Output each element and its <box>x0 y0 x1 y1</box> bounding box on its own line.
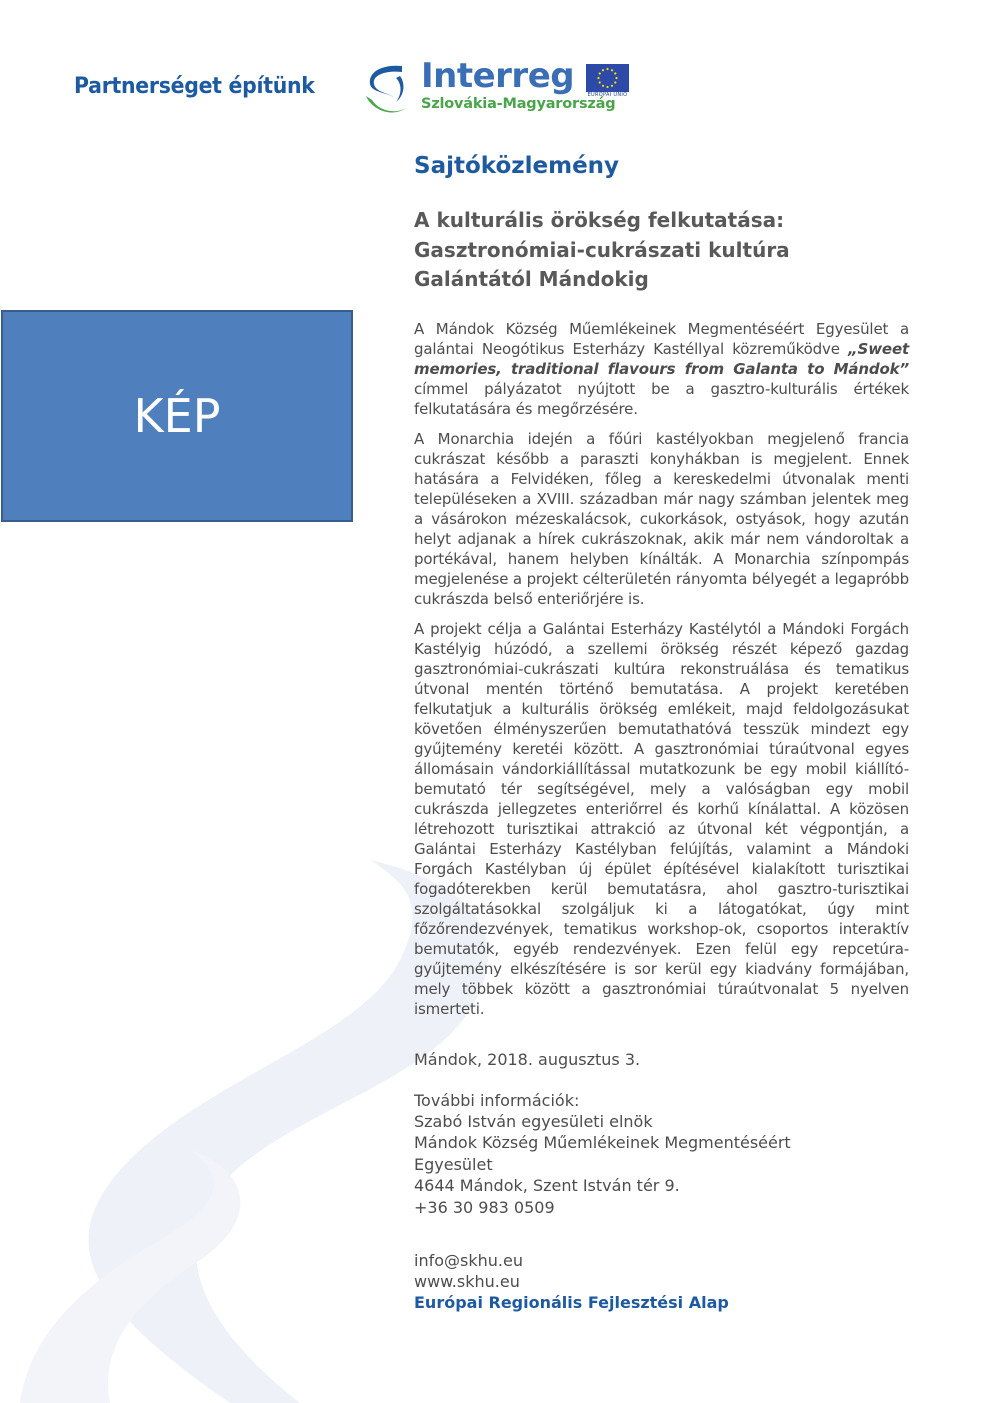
press-release <box>414 150 909 1313</box>
paragraph-history: A Monarchia idején a főúri kastélyokban megjelenő francia cukrászat később a paraszti konyhákban is megjelent. Ennek hatására a Felvidéken, főleg a kereskedelmi útvonalak menti településeken a XVIII. században már nagy számban jelentek meg a vásárokon mézeskalácsok, cukorkások, ostyások, hogy azután helyt adjanak a hírek cukrászoknak, akik már nem vándoroltak a portékával, hanem helyben kínálták. A Monarchia színpompás megjelenése a projekt célterületén rányomta bélyegét a legapróbb cukrászda belső enteriőrjére is. <box>414 429 909 608</box>
title-line: A kulturális örökség felkutatása: <box>414 208 785 232</box>
eu-flag-icon <box>586 64 629 92</box>
eu-label: EURÓPAI UNIÓ <box>587 92 628 98</box>
footer-fund: Európai Regionális Fejlesztési Alap <box>414 1292 729 1312</box>
contact-heading: További információk: <box>414 1090 580 1110</box>
document-type: Sajtóközlemény <box>414 153 620 179</box>
contact-line: Szabó István egyesületi elnök <box>414 1111 653 1131</box>
document-title <box>414 206 909 295</box>
footer-block <box>414 1250 909 1313</box>
title-line: Gasztronómiai-cukrászati kultúra <box>414 237 790 262</box>
interreg-logo-icon <box>362 62 410 120</box>
image-placeholder <box>1 310 353 522</box>
header-slogan: Partnerséget építünk <box>74 74 315 99</box>
logo-name: Interreg <box>421 56 575 96</box>
paragraph-intro <box>414 319 909 419</box>
dateline: Mándok, 2018. augusztus 3. <box>414 1049 641 1069</box>
contact-line: +36 30 983 0509 <box>414 1197 555 1217</box>
contact-line: Egyesület <box>414 1154 493 1174</box>
footer-website: www.skhu.eu <box>414 1271 520 1291</box>
image-placeholder-label: KÉP <box>133 389 221 443</box>
footer-email: info@skhu.eu <box>414 1250 523 1270</box>
logo-region: Szlovákia-Magyarország <box>421 96 616 112</box>
contact-line: 4644 Mándok, Szent István tér 9. <box>414 1176 680 1196</box>
intro-text: A Mándok Község Műemlékeinek Megmentéséért Egyesület a galántai Neogótikus Esterházy Kastéllyal közreműködve <box>414 319 909 358</box>
project-name: „Sweet memories, traditional flavours from Galanta to Mándok” <box>414 339 909 378</box>
contact-block <box>414 1090 909 1218</box>
paragraph-goals: A projekt célja a Galántai Esterházy Kastélytól a Mándoki Forgách Kastélyig húzódó, a szellemi örökség részét képező gazdag gasztronómiai-cukrászati kultúra rekonstruálása és tematikus útvonal mentén történő bemutatása. A projekt keretében felkutatjuk a kulturális örökség emlékeit, majd feldolgozásukat követően élményszerűen bemutathatóvá tesszük mindezt egy gyűjtemény keretéi között. A gasztronómiai túraútvonal egyes állomásain vándorkiállítással mutatkozunk be egy mobil kiállító-bemutató tér segítségével, mely a valóságban egy mobil cukrászda jellegzetes enteriőrrel és korhű kínálattal. A közösen létrehozott turisztikai attrakció az útvonal két végpontján, a Galántai Esterházy Kastélyban felújítás, valamint a Mándoki Forgách Kastélyban új épület építésével kialakított turisztikai fogadóterekben kerül bemutatásra, ahol gasztro-turisztikai szolgáltatásokkal szolgáljuk ki a látogatókat, úgy mint főzőrendezvények, tematikus workshop-ok, csoportos interaktív bemutatók, egyéb rendezvények. Ezen felül egy repcetúra-gyűjtemény elkészítésére is sor kerül egy kiadvány formájában, mely többek között a gasztronómiai túraútvonalat 5 nyelven ismerteti. <box>414 619 909 1018</box>
intro-text-end: címmel pályázatot nyújtott be a gasztro-kulturális értékek felkutatására és megőrzésére. <box>414 379 909 418</box>
contact-line: Mándok Község Műemlékeinek Megmentéséért <box>414 1133 791 1153</box>
title-line: Galántától Mándokig <box>414 267 649 291</box>
